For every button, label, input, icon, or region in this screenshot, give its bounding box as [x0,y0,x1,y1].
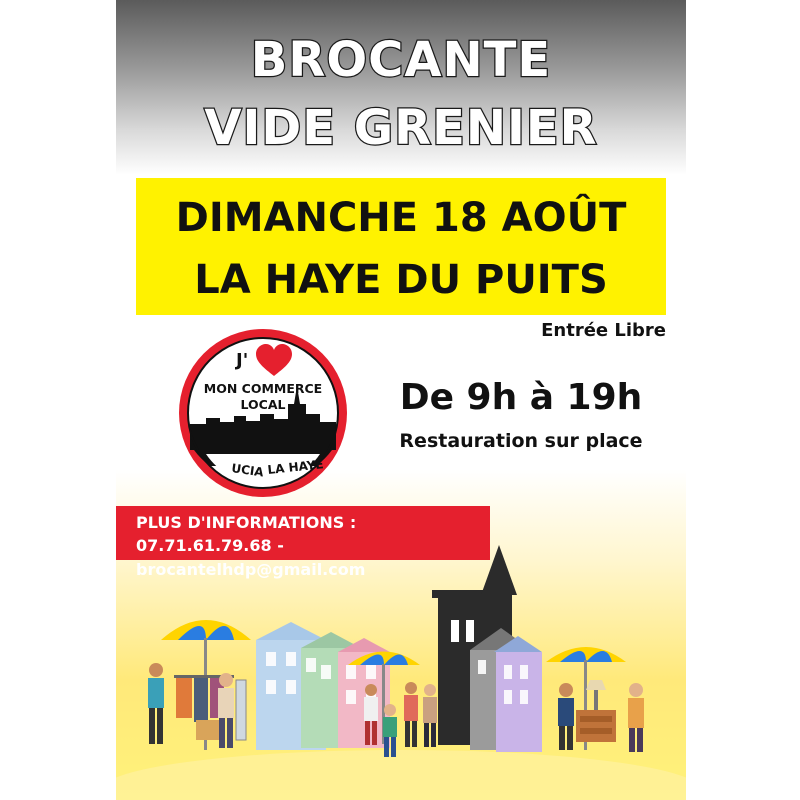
person-shopper-left [148,663,164,744]
ucia-logo [176,326,350,500]
event-poster [116,0,686,800]
info-title: PLUS D'INFORMATIONS : [136,513,357,532]
logo-text-local: LOCAL [240,397,286,412]
contact-phone-email: 07.71.61.79.68 - brocantelhdp@gmail.com [136,536,366,579]
logo-text-ucia: UCIA [230,461,265,480]
event-date: DIMANCHE 18 AOÛT [175,195,627,241]
logo-text-la-haye: LA HAYE [266,457,325,477]
contact-info-box [116,506,490,579]
poster-title-vide-grenier: VIDE GRENIER [204,100,598,156]
opening-hours: De 9h à 19h [399,377,643,418]
logo-text-mon-commerce: MON COMMERCE [203,381,323,396]
clothes-rack-illustration [174,675,246,740]
entry-free-text: Entrée Libre [541,320,666,341]
houses-right-illustration [470,628,542,752]
logo-j-text: J' [236,350,249,371]
furniture-stall-right [576,680,616,742]
event-location: LA HAYE DU PUITS [194,257,608,303]
poster-title-brocante: BROCANTE [250,32,552,88]
date-location-banner [136,178,666,315]
catering-text: Restauration sur place [399,430,643,452]
person-vendor-right [628,683,644,752]
person-shopper-right [558,683,574,750]
